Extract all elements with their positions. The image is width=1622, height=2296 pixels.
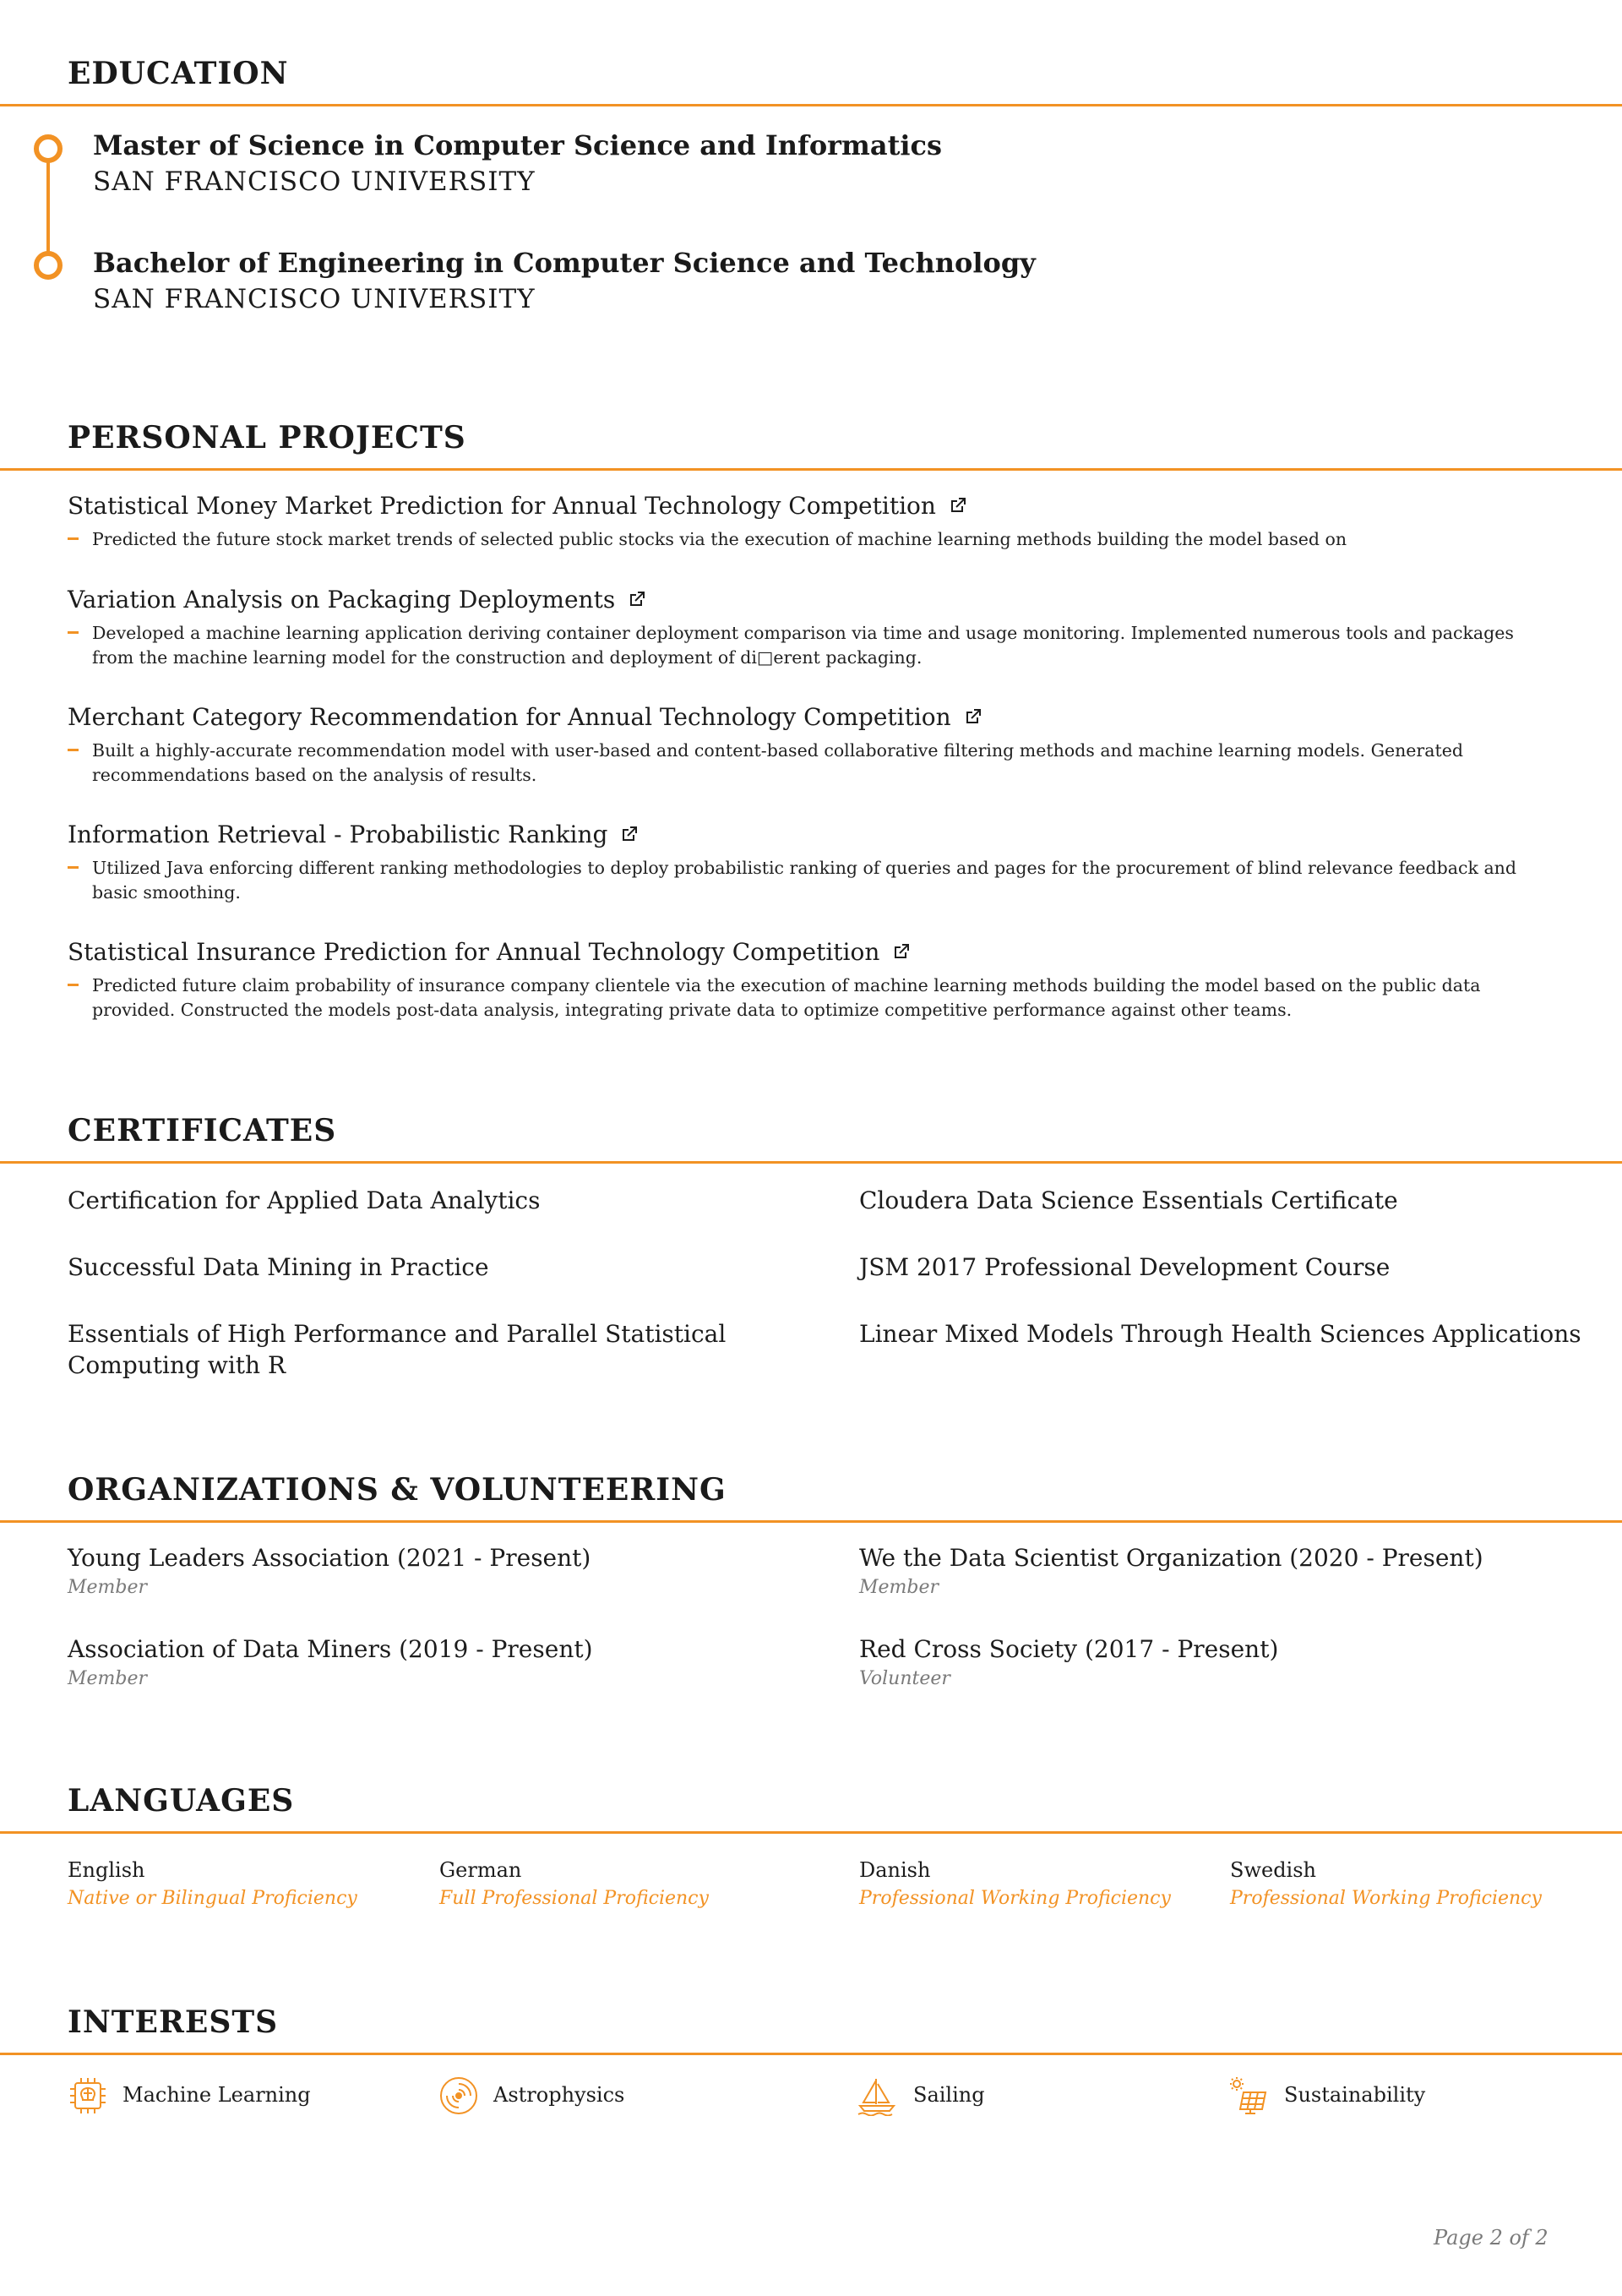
bullet-dash: [68, 537, 79, 540]
projects-rule: [0, 468, 1622, 471]
languages-heading: LANGUAGES: [68, 1783, 295, 1819]
bullet-dash: [68, 984, 79, 986]
galaxy-icon: [438, 2075, 479, 2116]
organization-name: Red Cross Society (2017 - Present): [859, 1635, 1279, 1663]
project-description: Built a highly-accurate recommendation model with user-based and content-based collaborative filtering methods and machine learning models. Generated recommendations based on the analysis of results.: [92, 740, 1463, 785]
external-link-icon[interactable]: [948, 495, 968, 515]
certificate-item: JSM 2017 Professional Development Course: [859, 1253, 1391, 1281]
education-heading: EDUCATION: [68, 56, 289, 91]
solar-panel-icon: [1228, 2075, 1269, 2116]
bullet-dash: [68, 631, 79, 634]
external-link-icon[interactable]: [619, 824, 640, 844]
certificate-item: Essentials of High Performance and Parallel Statistical Computing with R: [68, 1320, 727, 1379]
degree-title: Master of Science in Computer Science and Informatics: [93, 129, 943, 161]
education-rule: [0, 104, 1622, 106]
certificate-item: Cloudera Data Science Essentials Certificate: [859, 1186, 1398, 1214]
organizations-heading: ORGANIZATIONS & VOLUNTEERING: [68, 1472, 727, 1508]
project-title[interactable]: Statistical Insurance Prediction for Annual Technology Competition: [68, 938, 880, 966]
project-description: Predicted the future stock market trends of selected public stocks via the execution of machine learning methods building the model based on: [92, 529, 1347, 549]
project-title[interactable]: Statistical Money Market Prediction for Annual Technology Competition: [68, 492, 936, 520]
project-entry: [68, 821, 640, 848]
sailboat-icon: [857, 2075, 897, 2116]
language-name: German: [439, 1858, 522, 1882]
organization-role: Volunteer: [859, 1668, 950, 1689]
interest-label: Sailing: [913, 2083, 985, 2107]
bullet-dash: [68, 866, 79, 869]
school-name: SAN FRANCISCO UNIVERSITY: [93, 166, 536, 197]
language-level: Professional Working Proficiency: [1230, 1888, 1542, 1909]
language-level: Native or Bilingual Proficiency: [68, 1888, 357, 1909]
language-name: English: [68, 1858, 145, 1882]
project-entry: [68, 586, 647, 614]
certificates-heading: CERTIFICATES: [68, 1113, 337, 1148]
organization-name: Association of Data Miners (2019 - Present): [68, 1635, 593, 1663]
projects-heading: PERSONAL PROJECTS: [68, 420, 466, 455]
timeline-dot-icon: [34, 134, 63, 163]
project-entry: [68, 938, 912, 966]
certificate-item: Successful Data Mining in Practice: [68, 1253, 489, 1281]
organization-role: Member: [859, 1577, 939, 1598]
project-entry: [68, 703, 983, 731]
external-link-icon[interactable]: [891, 941, 912, 962]
certificate-item: Linear Mixed Models Through Health Sciences Applications: [859, 1320, 1581, 1348]
project-entry: [68, 492, 968, 520]
degree-title: Bachelor of Engineering in Computer Science and Technology: [93, 247, 1036, 279]
certificate-item: Certification for Applied Data Analytics: [68, 1186, 541, 1214]
organization-role: Member: [68, 1577, 148, 1598]
project-title[interactable]: Information Retrieval - Probabilistic Ranking: [68, 821, 608, 848]
project-title[interactable]: Variation Analysis on Packaging Deployments: [68, 586, 616, 614]
education-timeline: [46, 145, 50, 264]
organizations-rule: [0, 1520, 1622, 1523]
interests-heading: INTERESTS: [68, 2004, 279, 2040]
organization-name: Young Leaders Association (2021 - Present): [68, 1544, 591, 1572]
timeline-dot-icon: [34, 251, 63, 280]
school-name: SAN FRANCISCO UNIVERSITY: [93, 284, 536, 314]
bullet-dash: [68, 749, 79, 751]
interests-rule: [0, 2053, 1622, 2055]
project-title[interactable]: Merchant Category Recommendation for Annual Technology Competition: [68, 703, 951, 731]
language-level: Full Professional Proficiency: [439, 1888, 709, 1909]
external-link-icon[interactable]: [963, 706, 983, 727]
external-link-icon[interactable]: [627, 589, 647, 609]
organization-role: Member: [68, 1668, 148, 1689]
language-name: Danish: [859, 1858, 931, 1882]
certificates-rule: [0, 1161, 1622, 1164]
language-name: Swedish: [1230, 1858, 1316, 1882]
interest-label: Sustainability: [1284, 2083, 1426, 2107]
project-description: Developed a machine learning application deriving container deployment comparison via time and usage monitoring. Implemented numerous tools and packages from the machine learning model for the construction and deployment of di□erent packaging.: [92, 623, 1514, 668]
project-description: Predicted future claim probability of insurance company clientele via the execution of machine learning methods building the model based on the public data provided. Constructed the models post-data analysis, integrating private data to optimize competitive performance against other teams.: [92, 975, 1481, 1020]
organization-name: We the Data Scientist Organization (2020 - Present): [859, 1544, 1483, 1572]
page-number: Page 2 of 2: [1434, 2226, 1549, 2250]
language-level: Professional Working Proficiency: [859, 1888, 1171, 1909]
project-description: Utilized Java enforcing different ranking methodologies to deploy probabilistic ranking of queries and pages for the procurement of blind relevance feedback and basic smoothing.: [92, 858, 1516, 903]
interest-label: Astrophysics: [493, 2083, 625, 2107]
interest-label: Machine Learning: [122, 2083, 311, 2107]
languages-rule: [0, 1831, 1622, 1834]
brain-chip-icon: [68, 2075, 108, 2116]
